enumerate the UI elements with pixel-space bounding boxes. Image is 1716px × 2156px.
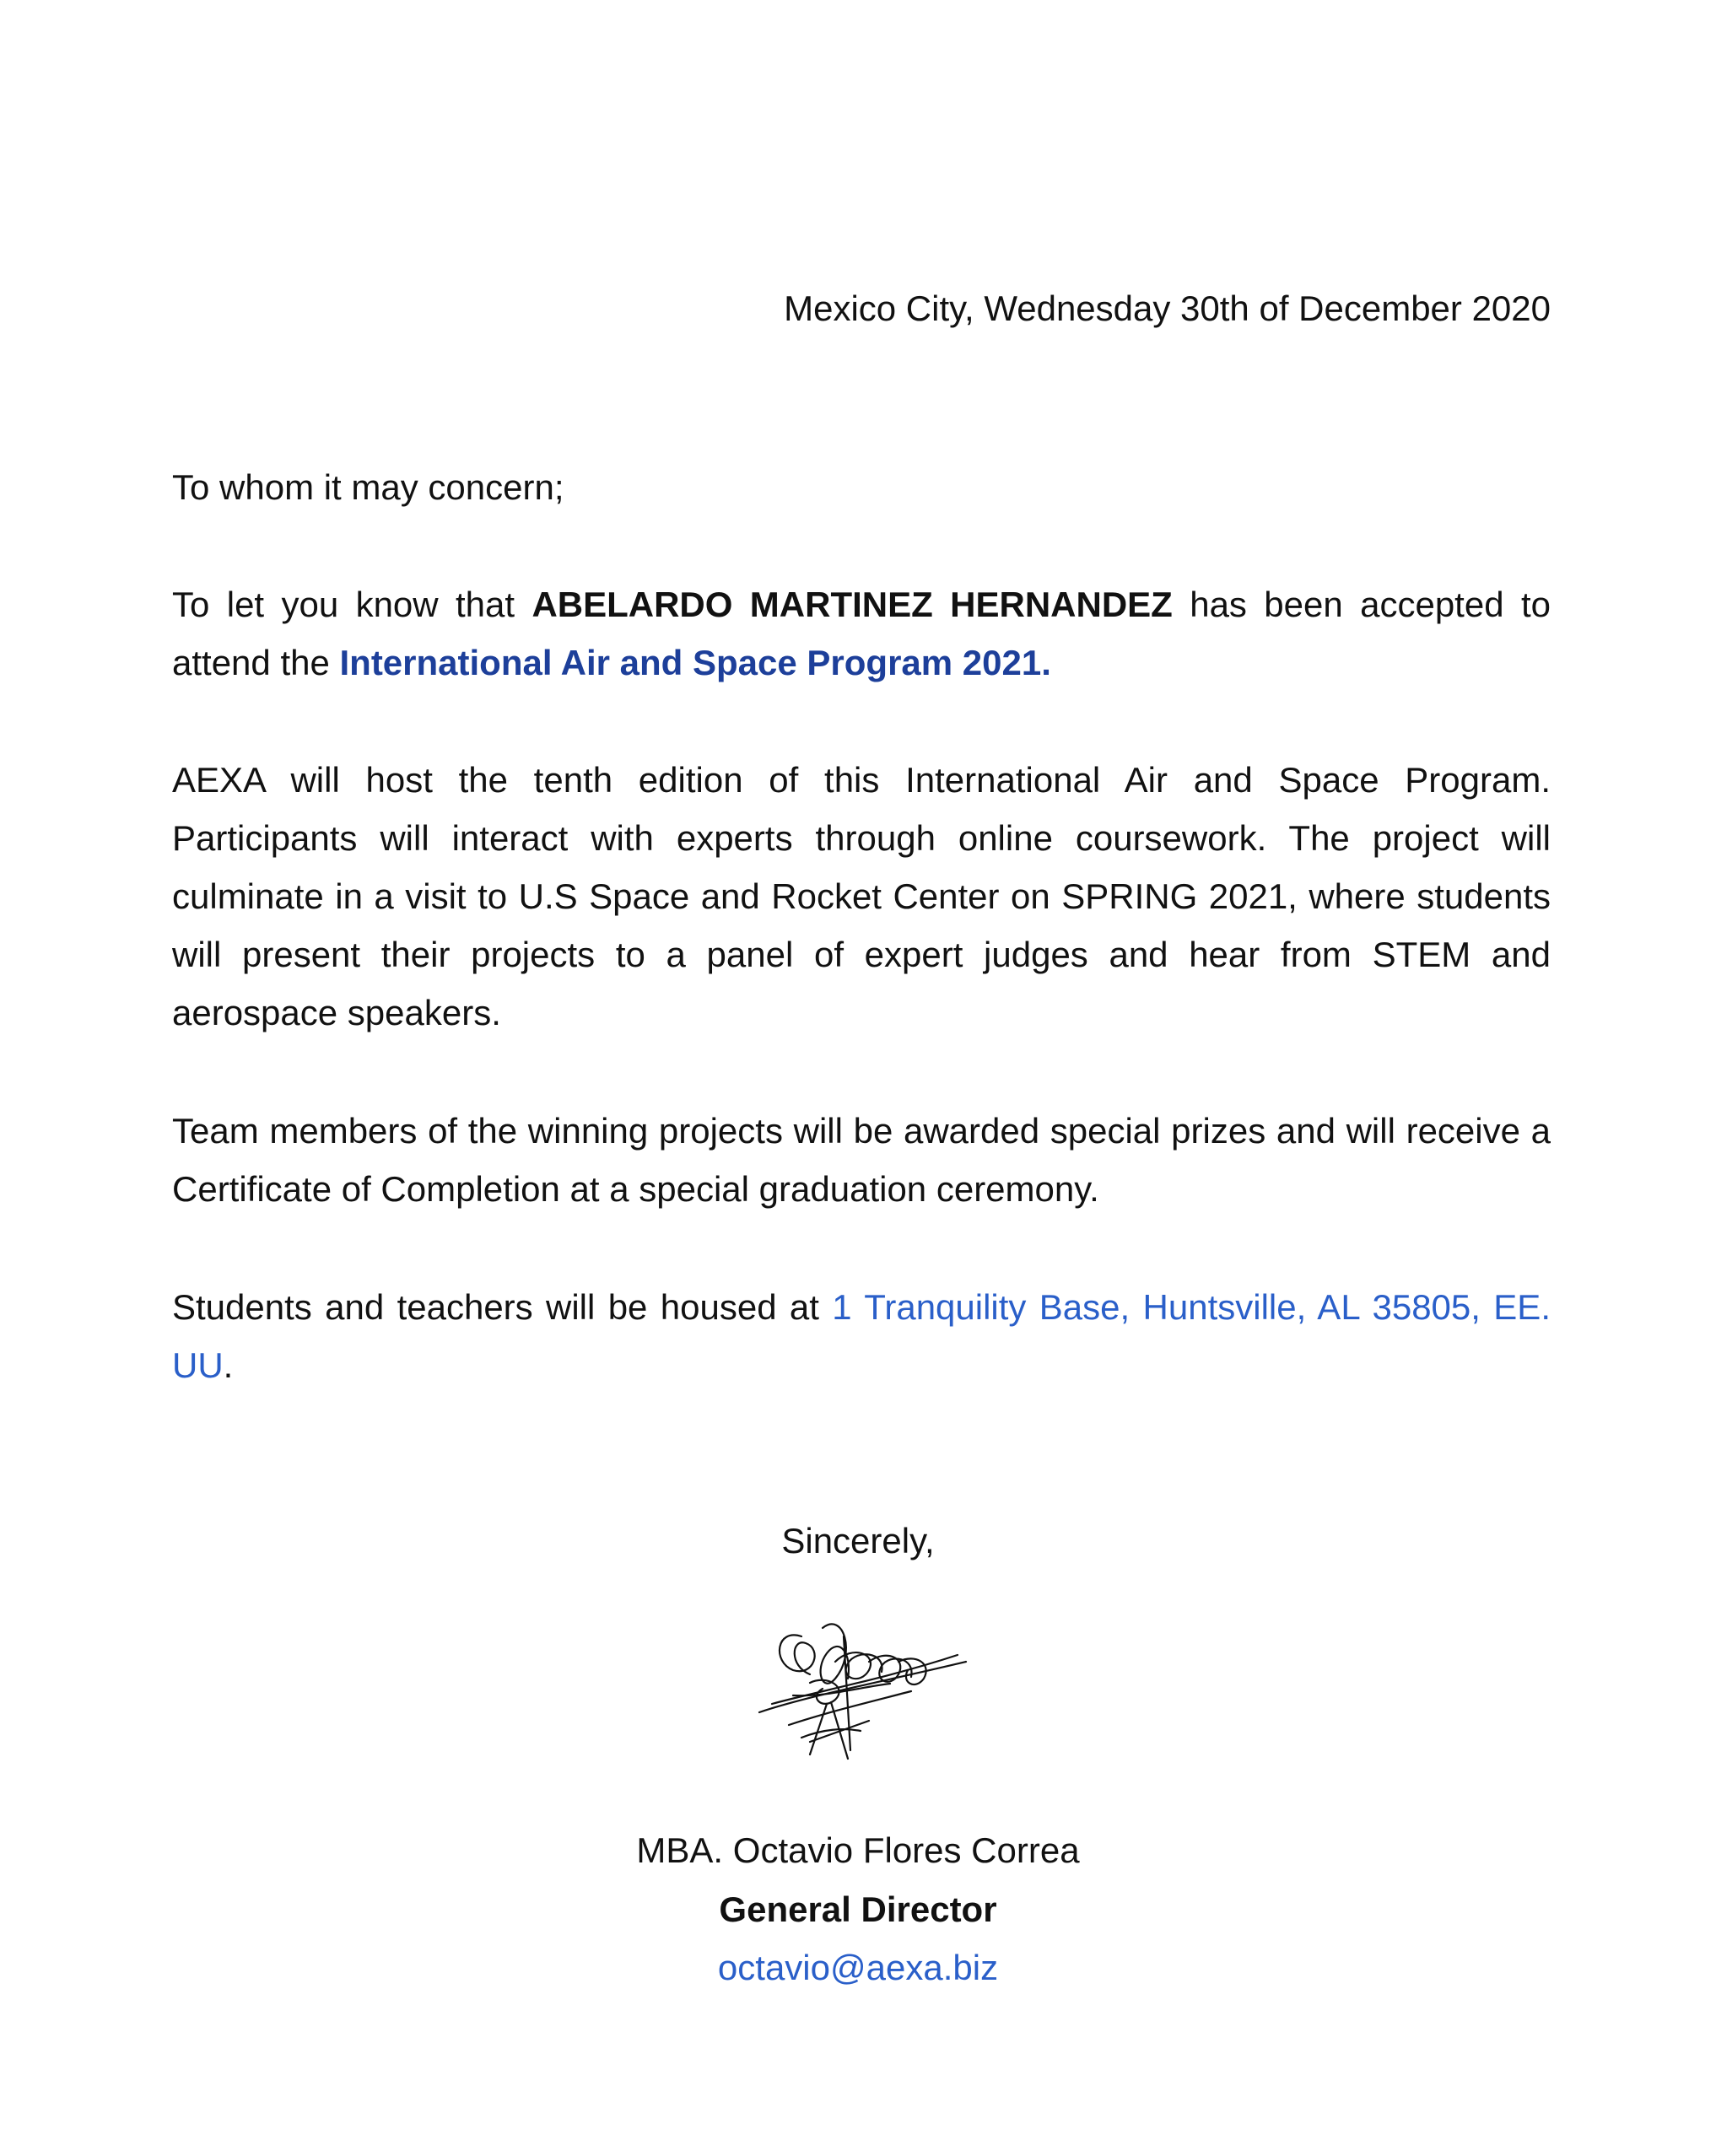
closing: Sincerely, bbox=[781, 1521, 935, 1560]
greeting: To whom it may concern; bbox=[172, 467, 564, 507]
housing-paragraph bbox=[172, 1278, 1551, 1394]
signer-email-link[interactable]: octavio@aexa.biz bbox=[717, 1948, 999, 1987]
signer-name: MBA. Octavio Flores Correa bbox=[636, 1830, 1080, 1870]
acceptance-lead-text: To let you know that bbox=[172, 585, 532, 624]
housing-lead-text: Students and teachers will be housed at bbox=[172, 1287, 833, 1327]
acceptance-paragraph bbox=[172, 575, 1551, 692]
date-line: Mexico City, Wednesday 30th of December 2020 bbox=[784, 288, 1551, 328]
program-description-paragraph: AEXA will host the tenth edition of this International Air and Space Program. Participants will interact with experts through online coursework. The project will culminate in a visit to U.S Space and Rocket Center on SPRING 2021, where students will present their projects to a panel of expert judges and hear from STEM and aerospace speakers. bbox=[172, 760, 1551, 1032]
signer-title: General Director bbox=[719, 1889, 997, 1929]
handwritten-signature bbox=[742, 1603, 979, 1788]
acceptance-middle-text: has been accepted to attend the bbox=[172, 585, 1551, 682]
awards-paragraph: Team members of the winning projects will be awarded special prizes and will receive a Certificate of Completion at a special graduation ceremony. bbox=[172, 1111, 1551, 1209]
student-name: ABELARDO MARTINEZ HERNANDEZ bbox=[532, 585, 1173, 624]
program-name-link[interactable]: International Air and Space Program 2021. bbox=[339, 643, 1051, 682]
housing-trail-text: . bbox=[223, 1345, 234, 1385]
address-link[interactable]: 1 Tranquility Base, Huntsville, AL 35805, EE. UU bbox=[172, 1287, 1551, 1385]
